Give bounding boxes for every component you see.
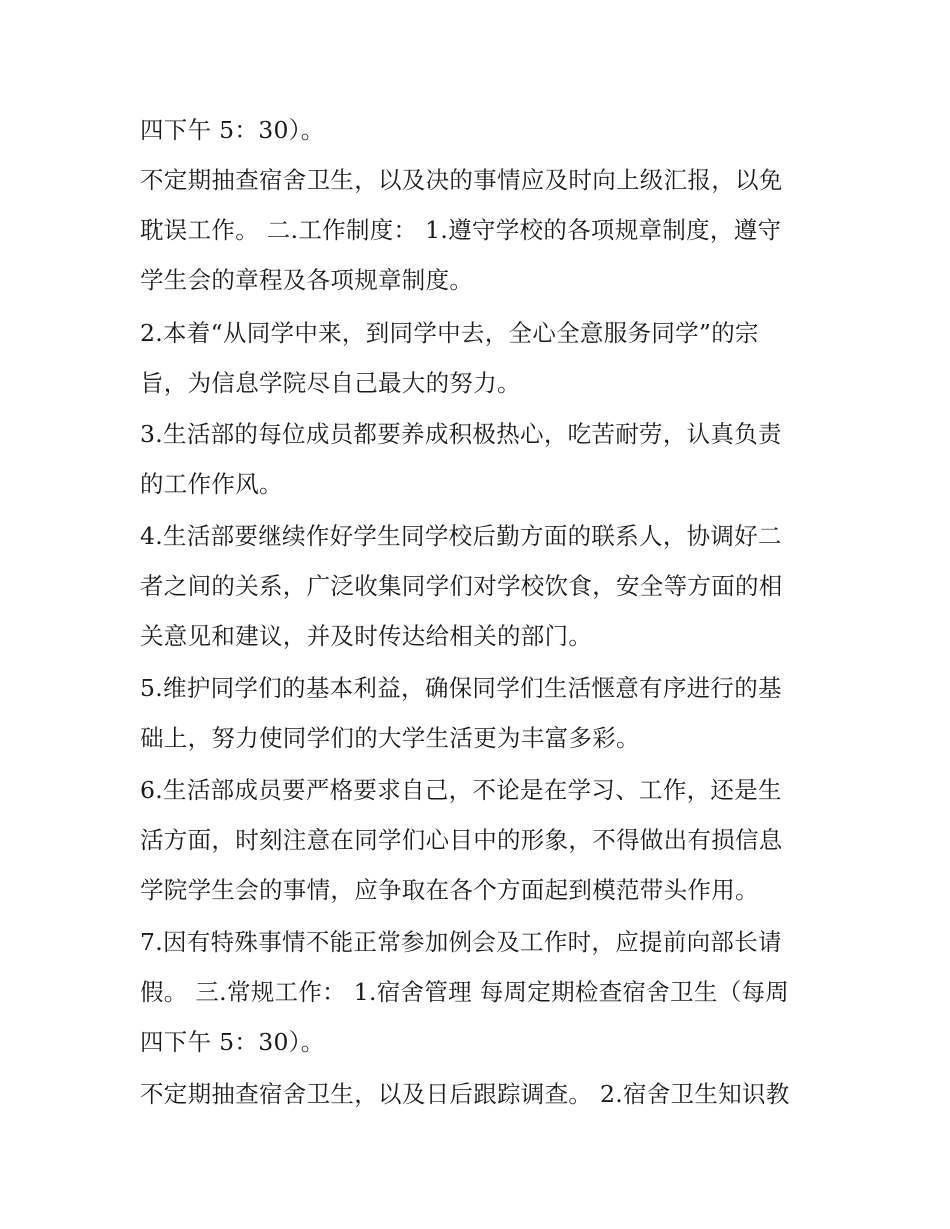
text-line-10: 者之间的关系，广泛收集同学们对学校饮食，安全等方面的相 [140, 572, 783, 600]
text-line-18: 假。 三.常规工作： 1.宿舍管理 每周定期检查宿舍卫生（每周 [140, 978, 790, 1006]
text-line-15: 活方面，时刻注意在同学们心目中的形象，不得做出有损信息 [140, 826, 783, 854]
text-line-2: 不定期抽查宿舍卫生，以及决的事情应及时向上级汇报，以免 [140, 166, 783, 194]
text-line-16: 学院学生会的事情，应争取在各个方面起到模范带头作用。 [140, 876, 759, 904]
text-line-17: 7.因有特殊事情不能正常参加例会及工作时，应提前向部长请 [140, 928, 782, 956]
text-line-8: 的工作作风。 [140, 470, 283, 498]
text-line-14: 6.生活部成员要严格要求自己，不论是在学习、工作，还是生 [140, 776, 782, 804]
text-line-13: 础上，努力使同学们的大学生活更为丰富多彩。 [140, 724, 640, 752]
text-line-19: 四下午 5：30）。 [140, 1028, 325, 1056]
text-line-7: 3.生活部的每位成员都要养成积极热心，吃苦耐劳，认真负责 [140, 420, 782, 448]
text-line-6: 旨，为信息学院尽自己最大的努力。 [140, 369, 521, 397]
text-line-4: 学生会的章程及各项规章制度。 [140, 266, 474, 294]
text-line-20: 不定期抽查宿舍卫生，以及日后跟踪调查。 2.宿舍卫生知识教 [140, 1080, 790, 1108]
text-line-3: 耽误工作。 二.工作制度： 1.遵守学校的各项规章制度，遵守 [140, 216, 782, 244]
text-line-9: 4.生活部要继续作好学生同学校后勤方面的联系人，协调好二 [140, 522, 782, 550]
text-line-1: 四下午 5：30）。 [140, 116, 325, 144]
text-line-5: 2.本着“从同学中来，到同学中去，全心全意服务同学”的宗 [140, 319, 759, 347]
text-line-12: 5.维护同学们的基本利益，确保同学们生活惬意有序进行的基 [140, 674, 782, 702]
text-line-11: 关意见和建议，并及时传达给相关的部门。 [140, 622, 593, 650]
